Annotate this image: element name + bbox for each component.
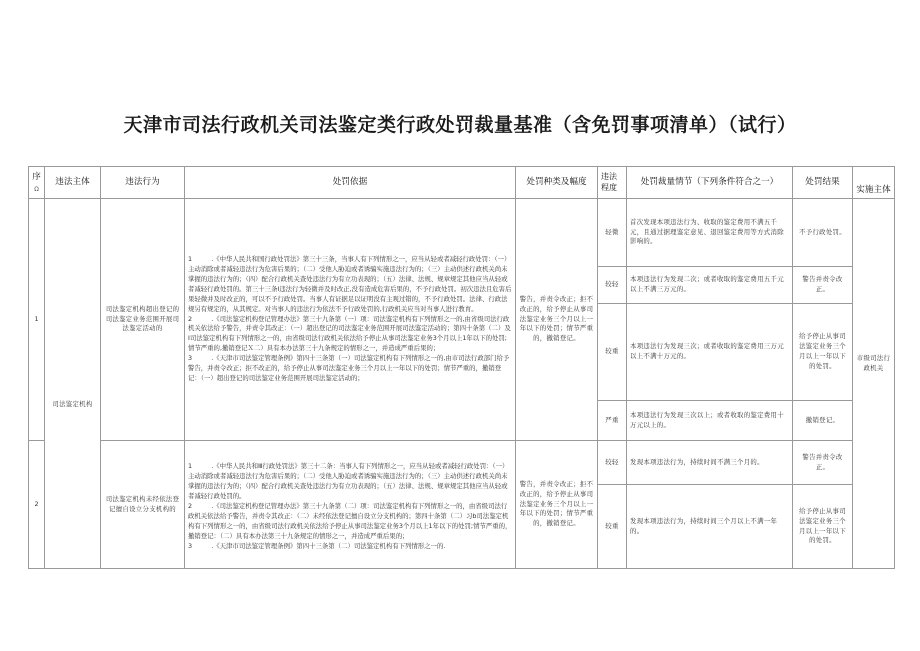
degree-cell: 较重: [598, 485, 627, 569]
header-result: 处罚结果: [793, 167, 853, 199]
row-number: 2: [29, 441, 45, 569]
row-number: 1: [29, 199, 45, 441]
table-row: [29, 199, 895, 267]
circumstance-cell: 发现本项违法行为，持续时间不满三个月的。: [627, 441, 793, 485]
result-cell: 不予行政处罚。: [793, 199, 853, 267]
result-cell: 给予停止从事司法鉴定业务三个月以上一年以下的处罚。: [793, 485, 853, 569]
result-cell: 警告并责令改正。: [793, 267, 853, 304]
basis-item: 1 .《中华人民共和Ⅲ行政处罚法》第三十二条：当事人有下列情形之一，应当从轻或者减轻行政处罚：（一）主动消除或者减轻违法行为危害后果的；（二）受他人胁迫或者诱骗实施违法行为的；（三）主动供述行政机关尚未掌握的违法行为的；（四）配合行政机关查处违法行为有立功表现的；（五）法律、法规、规章规定其他应当从轻或者减轻行政处罚的。: [188, 462, 509, 501]
degree-cell: 严重: [598, 401, 627, 441]
degree-cell: 较重: [598, 304, 627, 401]
act-cell: 司法鉴定机构未经依法登记擅自设立分支机构的: [101, 441, 185, 569]
circumstance-cell: 发现本项违法行为，持续时间三个月以上不满一年的。: [627, 485, 793, 569]
penalty-cell: 警告，并责令改正；拒不改正的，给予停止从事司法鉴定业务三个月以上一年以下的处罚；情节严重的，撤销登记。: [516, 441, 598, 569]
header-no: 序 Ω: [29, 167, 45, 199]
basis-item: 2 .《司法鉴定机构登记管理办法》第三十九条第（一）项：司法鉴定机构有下列情形之一的,由省级司法行政机关依法给予警告，并责令其改正：（一）超出登记的司法鉴定业务范围开展司法鉴定活动的；第四十条第（二）及Ⅰ司法鉴定机构有下列情形之一的，由省级司法行政机关依法给予停止从事司法鉴定业务3个月以上1年以下的处罚;情节严重的,撤销登记Ｘ二）具有本办法第三十九条规定的情形之一，并造成严重后果的；: [188, 314, 511, 353]
penalty-cell: 警告，并责令改正；拒不改正的，给予停止从事司法鉴定业务三个月以上一年以下的处罚；情节严重的，撤销登记。: [516, 199, 598, 441]
header-basis: 处罚依据: [185, 167, 516, 199]
penalty-table: [28, 166, 895, 569]
header-act: 违法行为: [101, 167, 185, 199]
act-cell: 司法鉴定机构超出登记的司法鉴定业务范围开展司法鉴定活动的: [101, 199, 185, 441]
header-org: 实施主体: [853, 167, 895, 199]
org-cell: 市级司法行政机关: [853, 199, 895, 569]
header-row: [29, 167, 895, 199]
circumstance-cell: 本项违法行为发现二次；或者收取的鉴定费用五千元以上不满三万元的。: [627, 267, 793, 304]
basis-item: 3 .《天津市司法鉴定管理条例》第四十三条第（一）司法鉴定机构有下列情形之一的,由市司法行政部门给予警告，并责令改正；拒不改正的，给予停止从事司法鉴定业务三个月以上一年以下的处罚；情节严重的，撤销登记：（一）超出登记的司法鉴定业务范围开展司法鉴定活动的；: [188, 354, 510, 383]
circumstance-cell: 首次发现本项违法行为、收取的鉴定费用不满五千元，且通过据理鉴定意见、退回鉴定费用等方式消除影响的。: [627, 199, 793, 267]
result-cell: 给予停止从事司法鉴定业务三个月以上一年以下的处罚。: [793, 304, 853, 401]
table-row: [29, 441, 895, 485]
result-cell: 警告并责令改正。: [793, 441, 853, 485]
page-title: 天津市司法行政机关司法鉴定类行政处罚裁量基准（含免罚事项清单）（试行）: [123, 114, 797, 136]
header-penalty: 处罚种类及幅度: [516, 167, 598, 199]
result-cell: 撤销登记。: [793, 401, 853, 441]
degree-cell: 较轻: [598, 267, 627, 304]
subject-cell-empty: [45, 441, 101, 569]
header-degree: 违法程度: [598, 167, 627, 199]
circumstance-cell: 本项违法行为发现三次以上；或者收取的鉴定费用十万元以上的。: [627, 401, 793, 441]
basis-cell: [185, 199, 516, 441]
basis-cell: [185, 441, 516, 569]
basis-item: 2 .《司法鉴定机构登记管理办法》第三十九条第（二）项：司法鉴定机构有下列情形之一的，由省级司法行政机关依法给予警告，并责令其改正：（二）未经依法登记擅自设立分支机构的；第四十条第（二）习b司法鉴定机构有下列情形之一的，由省级司法行政机关依法给予停止从事司法鉴定业务3个月以上1年以下的处罚;情节严重的，撤销登记：（二）具有本办法第三十九条规定的情形之一，并造成严重后果的；: [188, 502, 512, 540]
circumstance-cell: 本项违法行为发现三次；或者收取的鉴定费用三万元以上不满十万元的。: [627, 304, 793, 401]
header-circumstances: 处罚裁量情节（下列条件符合之一）: [627, 167, 793, 199]
degree-cell: 较轻: [598, 441, 627, 485]
basis-item: 1 .《中华人民共和国行政处罚法》第三十三条，当事人有下列情形之一，应当从轻或者减轻行政处罚：（一）主动消除或者减轻违法行为危害后果的；（二）受他人胁迫或者诱骗实施违法行为的；（三）主动供述行政机关尚未掌握的违法行为的；（四）配合行政机关查处违法行为有立功表现的；（五）法律、法规、规章规定其他应当从轻或者减轻行政处罚的。第三十三条Ⅰ违法行为轻微并及时改正,没有造成危害后果的，不予行政处罚。初次违法且危害后果轻微并及时改正的，可以不予行政处罚。当事人有证据足以证明没有主观过错的，不予行政处罚。法律、行政法规另有规定的，从其规定。对当事人的违法行为依法不予行政处罚的,行政机关应当对当事人进行教育。: [188, 255, 512, 313]
subject-cell: 司法鉴定机构: [45, 199, 101, 441]
degree-cell: 轻微: [598, 199, 627, 267]
basis-item: 3 .《天津市司法鉴定管理条例》第四十三条第（二）司法鉴定机构有下列情形之一的.: [188, 541, 446, 550]
header-subject: 违法主体: [45, 167, 101, 199]
